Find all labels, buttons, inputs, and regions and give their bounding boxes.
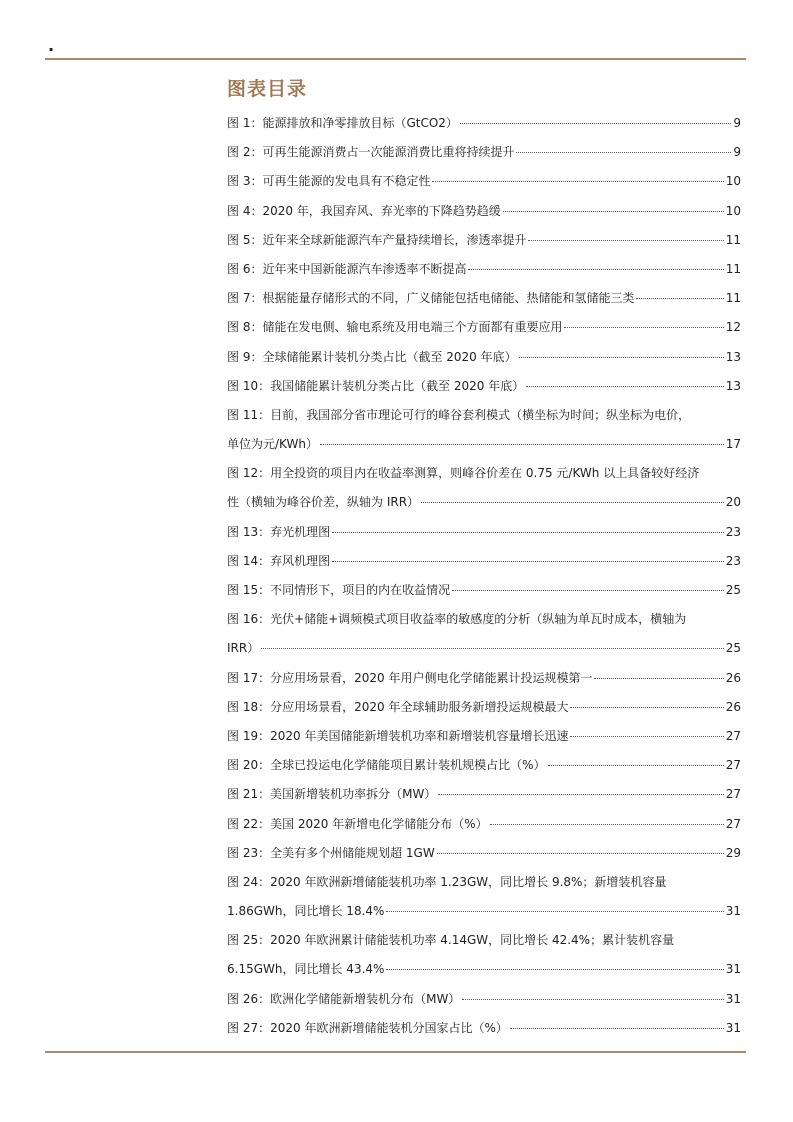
toc-page-number: 26 bbox=[725, 670, 741, 685]
toc-entry-label: 图 13：弃光机理图 bbox=[227, 524, 331, 539]
dot-leader bbox=[564, 327, 723, 328]
toc-entry[interactable] bbox=[227, 727, 741, 756]
toc-page-number: 23 bbox=[725, 524, 741, 539]
dot-leader bbox=[510, 1028, 724, 1029]
toc-entry[interactable] bbox=[227, 669, 741, 698]
toc-page-number: 9 bbox=[733, 145, 741, 160]
toc-entry-label: 图 23：全美有多个州储能规划超 1GW bbox=[227, 845, 435, 860]
toc-entry-label: 图 1：能源排放和净零排放目标（GtCO2） bbox=[227, 116, 458, 130]
header-divider bbox=[45, 58, 746, 60]
dot-leader bbox=[503, 211, 724, 212]
toc-entry[interactable] bbox=[227, 639, 741, 668]
toc-entry-label: 图 12：用全投资的项目内在收益率测算，则峰谷价差在 0.75 元/KWh 以上具备较好经济 bbox=[227, 466, 700, 481]
dot-leader bbox=[332, 561, 724, 562]
toc-entry-label: 图 10：我国储能累计装机分类占比（截至 2020 年底） bbox=[227, 378, 525, 393]
toc-entry[interactable] bbox=[227, 435, 741, 464]
dot-leader bbox=[526, 386, 723, 387]
toc-entry-label: 图 18：分应用场景看，2020 年全球辅助服务新增投运规模最大 bbox=[227, 699, 569, 714]
toc-entry[interactable] bbox=[227, 902, 741, 931]
toc-entry-label: 图 5：近年来全球新能源汽车产量持续增长，渗透率提升 bbox=[227, 232, 527, 247]
toc-entry-label: 图 15：不同情形下，项目的内在收益情况 bbox=[227, 583, 451, 597]
toc-entry[interactable] bbox=[227, 698, 741, 727]
dot-leader bbox=[332, 532, 724, 533]
dot-leader bbox=[548, 765, 724, 766]
dot-leader bbox=[437, 853, 724, 854]
toc-entry[interactable] bbox=[227, 406, 741, 435]
toc-entry-label: 图 17：分应用场景看，2020 年用户侧电化学储能累计投运规模第一 bbox=[227, 670, 593, 685]
toc-entry-label: 图 4：2020 年，我国弃风、弃光率的下降趋势趋缓 bbox=[227, 203, 501, 218]
toc-entry-label: 图 24：2020 年欧洲新增储能装机功率 1.23GW，同比增长 9.8%；新增装机容量 bbox=[227, 874, 667, 889]
toc-entry-label: 图 14：弃风机理图 bbox=[227, 553, 331, 568]
dot-leader bbox=[636, 298, 723, 299]
toc-page-number: 11 bbox=[725, 232, 741, 247]
dot-leader bbox=[320, 444, 724, 445]
dot-leader bbox=[386, 969, 723, 970]
dot-leader bbox=[432, 181, 723, 182]
toc-entry-label: 图 8：储能在发电侧、输电系统及用电端三个方面都有重要应用 bbox=[227, 320, 563, 335]
table-of-figures bbox=[227, 114, 741, 1048]
toc-entry[interactable] bbox=[227, 143, 741, 172]
toc-entry-label: 图 26：欧洲化学储能新增装机分布（MW） bbox=[227, 991, 461, 1006]
toc-entry-label: 图 21：美国新增装机功率拆分（MW） bbox=[227, 787, 437, 802]
toc-entry-label: 6.15GWh，同比增长 43.4% bbox=[227, 962, 385, 977]
footer-divider bbox=[45, 1051, 746, 1053]
toc-page-number: 13 bbox=[725, 349, 741, 364]
dot-leader bbox=[594, 678, 723, 679]
toc-entry[interactable] bbox=[227, 844, 741, 873]
toc-entry-label: 图 19：2020 年美国储能新增装机功率和新增装机容量增长迅速 bbox=[227, 728, 569, 743]
toc-page-number: 31 bbox=[725, 962, 741, 977]
toc-entry[interactable] bbox=[227, 610, 741, 639]
dot-leader bbox=[468, 269, 723, 270]
dot-leader bbox=[438, 794, 723, 795]
toc-page-number: 23 bbox=[725, 553, 741, 568]
toc-entry[interactable] bbox=[227, 931, 741, 960]
toc-entry[interactable] bbox=[227, 464, 741, 493]
dot-leader bbox=[519, 357, 724, 358]
toc-entry-label: 图 3：可再生能源的发电具有不稳定性 bbox=[227, 174, 431, 189]
toc-entry-label: 1.86GWh，同比增长 18.4% bbox=[227, 904, 385, 919]
toc-page-number: 11 bbox=[725, 291, 741, 306]
toc-page-number: 9 bbox=[733, 116, 741, 130]
page-title: 图表目录 bbox=[227, 78, 308, 100]
header-mark: . bbox=[48, 36, 55, 55]
toc-entry[interactable] bbox=[227, 1019, 741, 1048]
toc-entry[interactable] bbox=[227, 523, 741, 552]
dot-leader bbox=[490, 824, 724, 825]
toc-entry[interactable] bbox=[227, 260, 741, 289]
toc-page-number: 11 bbox=[725, 261, 741, 276]
dot-leader bbox=[386, 911, 723, 912]
toc-entry[interactable] bbox=[227, 785, 741, 814]
toc-page-number: 31 bbox=[725, 991, 741, 1006]
dot-leader bbox=[460, 123, 731, 124]
toc-page-number: 13 bbox=[725, 378, 741, 393]
toc-page-number: 27 bbox=[725, 787, 741, 802]
toc-page-number: 10 bbox=[725, 203, 741, 218]
toc-entry[interactable] bbox=[227, 581, 741, 610]
toc-entry[interactable] bbox=[227, 202, 741, 231]
toc-page-number: 26 bbox=[725, 699, 741, 714]
toc-entry[interactable] bbox=[227, 756, 741, 785]
toc-entry[interactable] bbox=[227, 990, 741, 1019]
toc-entry[interactable] bbox=[227, 114, 741, 143]
toc-page-number: 25 bbox=[725, 583, 741, 597]
toc-entry[interactable] bbox=[227, 231, 741, 260]
toc-entry-label: 性（横轴为峰谷价差，纵轴为 IRR） bbox=[227, 495, 420, 510]
toc-page-number: 31 bbox=[725, 904, 741, 919]
toc-entry-label: IRR） bbox=[227, 641, 260, 656]
toc-entry[interactable] bbox=[227, 493, 741, 522]
toc-entry[interactable] bbox=[227, 348, 741, 377]
dot-leader bbox=[261, 648, 724, 649]
toc-page-number: 17 bbox=[725, 437, 741, 452]
toc-page-number: 20 bbox=[725, 495, 741, 510]
toc-entry-label: 图 16：光伏+储能+调频模式项目收益率的敏感度的分析（纵轴为单瓦时成本，横轴为 bbox=[227, 612, 687, 627]
dot-leader bbox=[528, 240, 723, 241]
toc-entry-label: 图 22：美国 2020 年新增电化学储能分布（%） bbox=[227, 816, 488, 831]
toc-page-number: 27 bbox=[725, 816, 741, 831]
toc-entry[interactable] bbox=[227, 873, 741, 902]
toc-page-number: 12 bbox=[725, 320, 741, 335]
dot-leader bbox=[570, 736, 723, 737]
toc-entry[interactable] bbox=[227, 960, 741, 989]
toc-entry[interactable] bbox=[227, 318, 741, 347]
toc-entry-label: 图 25：2020 年欧洲累计储能装机功率 4.14GW，同比增长 42.4%；累计装机容量 bbox=[227, 933, 675, 948]
toc-entry[interactable] bbox=[227, 552, 741, 581]
toc-entry[interactable] bbox=[227, 289, 741, 318]
toc-page-number: 27 bbox=[725, 728, 741, 743]
toc-entry-label: 图 6：近年来中国新能源汽车渗透率不断提高 bbox=[227, 261, 467, 276]
dot-leader bbox=[462, 999, 723, 1000]
toc-entry[interactable] bbox=[227, 377, 741, 406]
toc-entry-label: 图 9：全球储能累计装机分类占比（截至 2020 年底） bbox=[227, 349, 517, 364]
toc-page-number: 25 bbox=[725, 641, 741, 656]
dot-leader bbox=[516, 152, 731, 153]
toc-entry-label: 图 7：根据能量存储形式的不同，广义储能包括电储能、热储能和氢储能三类 bbox=[227, 291, 635, 306]
toc-entry-label: 图 11：目前，我国部分省市理论可行的峰谷套利模式（横坐标为时间；纵坐标为电价， bbox=[227, 407, 691, 422]
toc-page-number: 31 bbox=[725, 1020, 741, 1035]
toc-entry-label: 图 20：全球已投运电化学储能项目累计装机规模占比（%） bbox=[227, 758, 546, 773]
toc-page-number: 10 bbox=[725, 174, 741, 189]
toc-page-number: 29 bbox=[725, 845, 741, 860]
toc-entry-label: 图 2：可再生能源消费占一次能源消费比重将持续提升 bbox=[227, 145, 515, 160]
toc-entry-label: 单位为元/KWh） bbox=[227, 437, 318, 452]
toc-entry[interactable] bbox=[227, 172, 741, 201]
toc-entry-label: 图 27：2020 年欧洲新增储能装机分国家占比（%） bbox=[227, 1020, 508, 1035]
toc-entry[interactable] bbox=[227, 815, 741, 844]
toc-page-number: 27 bbox=[725, 758, 741, 773]
dot-leader bbox=[421, 502, 724, 503]
dot-leader bbox=[570, 707, 723, 708]
dot-leader bbox=[452, 590, 724, 591]
